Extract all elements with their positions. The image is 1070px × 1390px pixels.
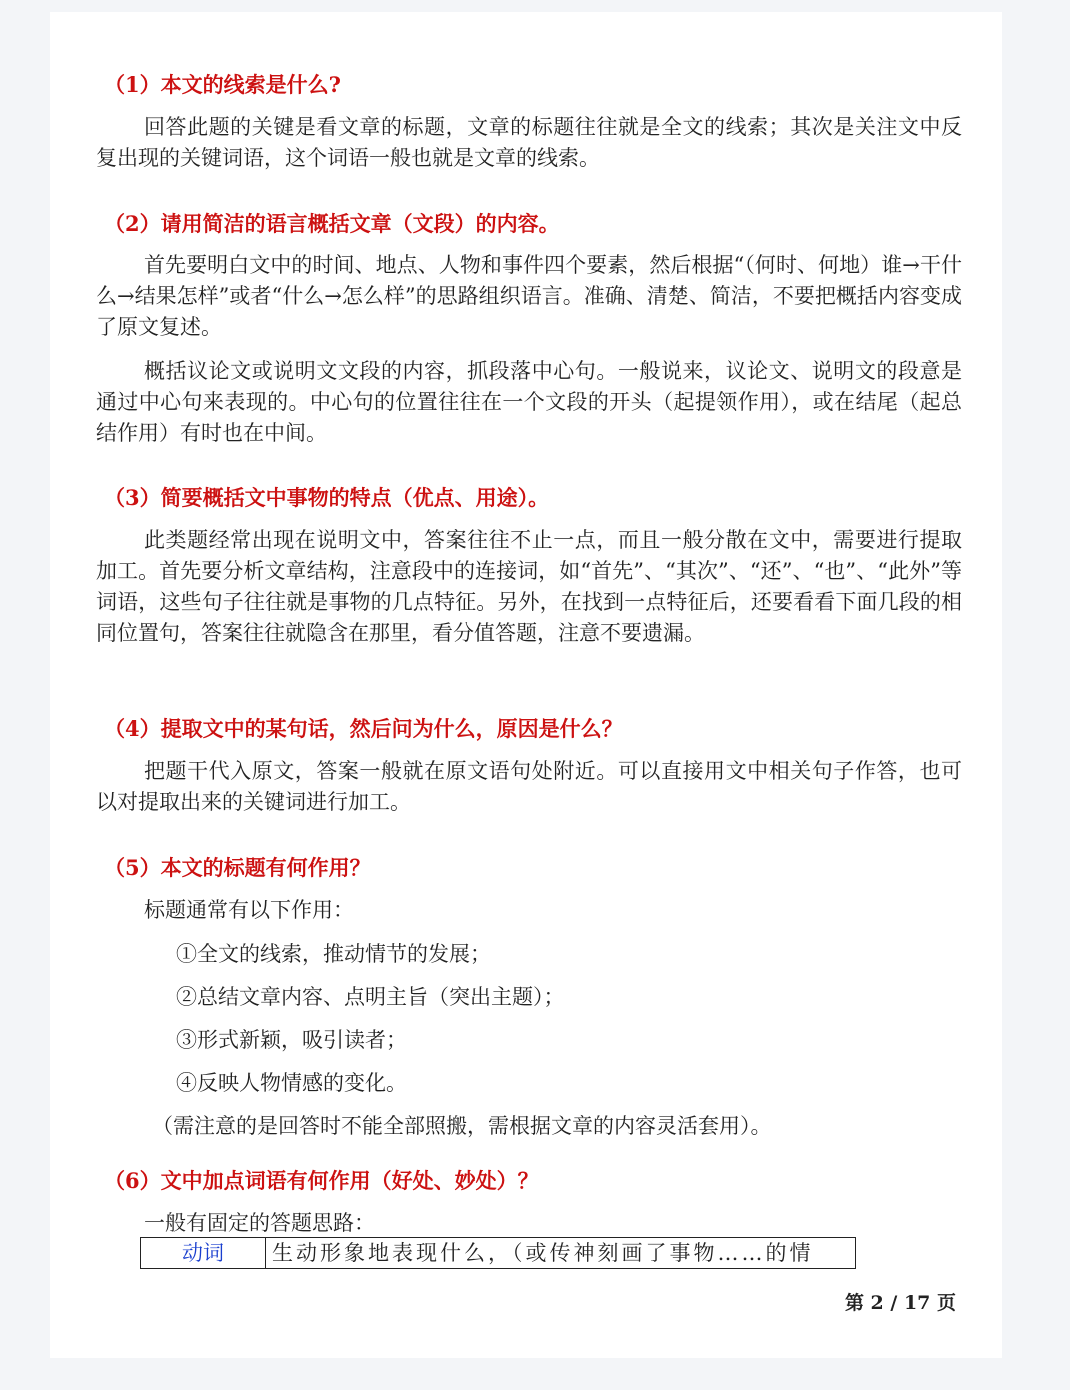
section-5-item-2: ②总结文章内容、点明主旨（突出主题）；: [176, 985, 565, 1009]
section-1-paragraph: 回答此题的关键是看文章的标题，文章的标题往往就是全文的线索；其次是关注文中反复出现的关键词语，这个词语一般也就是文章的线索。: [96, 115, 962, 170]
section-5-heading: （5）本文的标题有何作用？: [104, 855, 371, 880]
section-5-item-3: ③形式新颖，吸引读者；: [176, 1028, 407, 1052]
section-1-heading: （1）本文的线索是什么?: [104, 72, 341, 97]
page-number: 第 2 / 17 页: [844, 1292, 956, 1314]
section-5-item-1: ①全文的线索，推动情节的发展；: [176, 942, 491, 966]
section-4-paragraph: 把题干代入原文，答案一般就在原文语句处附近。可以直接用文中相关句子作答，也可以对提取出来的关键词进行加工。: [96, 759, 962, 814]
section-2-paragraph-1: 首先要明白文中的时间、地点、人物和事件四个要素，然后根据“（何时、何地）谁→干什么→结果怎样”或者“什么→怎么样”的思路组织语言。准确、清楚、简洁，不要把概括内容变成了原文复述。: [96, 253, 962, 339]
section-5-item-4: ④反映人物情感的变化。: [176, 1071, 407, 1095]
table-row: [141, 1238, 856, 1269]
section-6-heading: （6）文中加点词语有何作用（好处、妙处）？: [104, 1168, 539, 1193]
table-desc-cell: 生动形象地表现什么，（或传神刻画了事物……的情: [266, 1238, 856, 1269]
section-5-intro: 标题通常有以下作用：: [144, 898, 354, 922]
table-term-cell: 动词: [141, 1238, 266, 1269]
section-4-heading: （4）提取文中的某句话，然后问为什么，原因是什么？: [104, 716, 623, 741]
section-2-paragraph-2: 概括议论文或说明文文段的内容，抓段落中心句。一般说来，议论文、说明文的段意是通过中心句来表现的。中心句的位置往往在一个文段的开头（起提领作用），或在结尾（起总结作用）有时也在中间。: [96, 359, 962, 445]
document-page: [50, 12, 1002, 1358]
section-2-heading: （2）请用简洁的语言概括文章（文段）的内容。: [104, 211, 560, 236]
section-5-note: （需注意的是回答时不能全部照搬，需根据文章的内容灵活套用）。: [152, 1114, 772, 1138]
section-3-heading: （3）简要概括文中事物的特点（优点、用途）。: [104, 485, 550, 510]
section-3-paragraph: 此类题经常出现在说明文中，答案往往不止一点，而且一般分散在文中，需要进行提取加工。首先要分析文章结构，注意段中的连接词，如“首先”、“其次”、“还”、“也”、“此外”等词语，这些句子往往就是事物的几点特征。另外，在找到一点特征后，还要看看下面几段的相同位置句，答案往往就隐含在那里，看分值答题，注意不要遗漏。: [96, 528, 962, 645]
section-6-intro: 一般有固定的答题思路：: [144, 1211, 375, 1235]
answer-table: [140, 1237, 856, 1269]
